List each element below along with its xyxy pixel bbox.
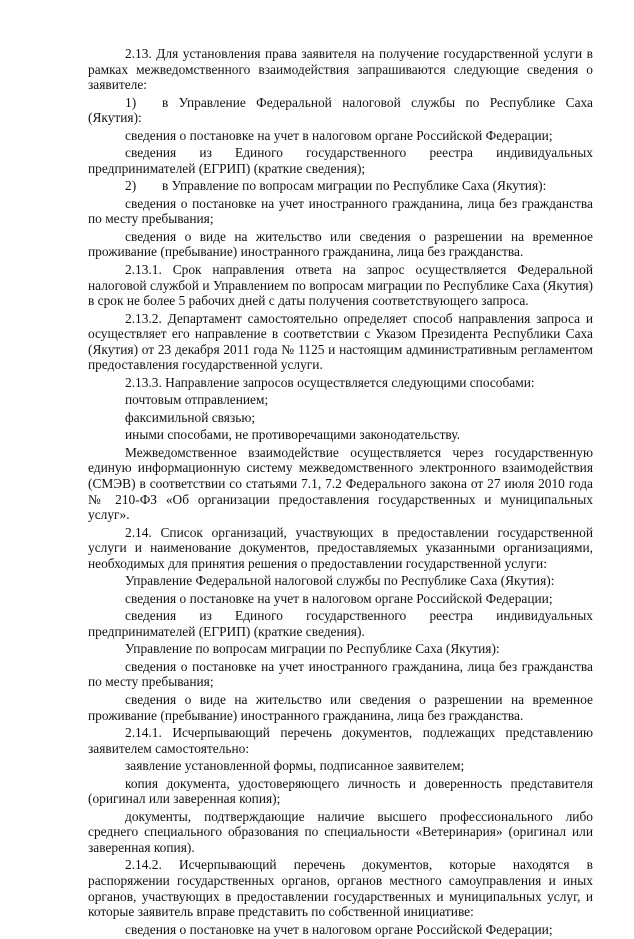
paragraph: сведения о виде на жительство или сведения о разрешении на временное проживание (пребывание) иностранного гражданина, лица без гражданства. [88, 228, 593, 260]
paragraph: копия документа, удостоверяющего личность и доверенность представителя (оригинал или заверенная копия); [88, 775, 593, 807]
paragraph: сведения из Единого государственного реестра индивидуальных предпринимателей (ЕГРИП) (краткие сведения). [88, 608, 593, 639]
paragraph: сведения о постановке на учет в налоговом органе Российской Федерации; [125, 127, 553, 143]
list-number: 2) [125, 178, 137, 194]
paragraph: иными способами, не противоречащими законодательству. [125, 427, 460, 443]
list-item-text: в Управление по вопросам миграции по Республике Саха (Якутия): [162, 178, 547, 194]
paragraph-2-14-2: 2.14.2. Исчерпывающий перечень документов, которые находятся в распоряжении государственных органов, органов местного самоуправления и иных органов, участвующих в предоставлении государственных и муниципальных услуг, и которые заявитель вправе представить по собственной инициативе: [88, 857, 593, 920]
paragraph-2-13-1: 2.13.1. Срок направления ответа на запрос осуществляется Федеральной налоговой службой и Управлением по вопросам миграции по Республике Саха (Якутия) в срок не более 5 рабочих дней с даты получения соответствующего запроса. [88, 261, 593, 309]
paragraph: сведения о постановке на учет иностранного гражданина, лица без гражданства по месту пребывания; [88, 195, 593, 227]
paragraph: сведения о виде на жительство или сведения о разрешении на временное проживание (пребывание) иностранного гражданина, лица без гражданства. [88, 691, 593, 723]
paragraph-2-13-2: 2.13.2. Департамент самостоятельно определяет способ направления запроса и осуществляет его направление в соответствии с Указом Президента Республики Саха (Якутия) от 23 декабря 2011 года № 1125 и настоящим административным регламентом предоставления государственной услуги. [88, 310, 593, 373]
list-number: 1) [125, 94, 137, 110]
list-item-2 [88, 178, 593, 194]
document-body [88, 46, 593, 939]
paragraph: документы, подтверждающие наличие высшего профессионального либо среднего специального образования по специальности «Ветеринария» (оригинал или заверенная копия). [88, 808, 593, 855]
paragraph: факсимильной связью; [125, 409, 256, 425]
paragraph: сведения о постановке на учет иностранного гражданина, лица без гражданства по месту пребывания; [88, 658, 593, 690]
paragraph: сведения о постановке на учет в налоговом органе Российской Федерации; [125, 921, 553, 937]
paragraph: Управление Федеральной налоговой службы по Республике Саха (Якутия): [125, 573, 555, 589]
paragraph: Управление по вопросам миграции по Республике Саха (Якутия): [125, 641, 500, 657]
paragraph-2-13: 2.13. Для установления права заявителя на получение государственной услуги в рамках межведомственного взаимодействия запрашиваются следующие сведения о заявителе: [88, 46, 593, 93]
list-item-text: в Управление Федеральной налоговой службы по Республике Саха (Якутия): [88, 94, 593, 126]
list-item-1 [88, 95, 593, 126]
paragraph: заявление установленной формы, подписанное заявителем; [125, 758, 465, 774]
paragraph: сведения из Единого государственного реестра индивидуальных предпринимателей (ЕГРИП) (краткие сведения); [88, 145, 593, 176]
paragraph-2-14-1: 2.14.1. Исчерпывающий перечень документов, подлежащих представлению заявителем самостоятельно: [88, 725, 593, 756]
paragraph: Межведомственное взаимодействие осуществляется через государственную единую информационную систему межведомственного электронного взаимодействия (СМЭВ) в соответствии со статьями 7.1, 7.2 Федерального закона от 27 июля 2010 года № 210-ФЗ «Об организации предоставления государственных и муниципальных услуг». [88, 444, 593, 523]
paragraph-2-14: 2.14. Список организаций, участвующих в предоставлении государственной услуги и наименование документов, предоставляемых указанными организациями, необходимых для принятия решения о предоставлении государственной услуги: [88, 524, 593, 571]
paragraph-2-13-3: 2.13.3. Направление запросов осуществляется следующими способами: [125, 374, 535, 390]
paragraph: почтовым отправлением; [125, 392, 269, 408]
paragraph: сведения о постановке на учет в налоговом органе Российской Федерации; [125, 590, 553, 606]
